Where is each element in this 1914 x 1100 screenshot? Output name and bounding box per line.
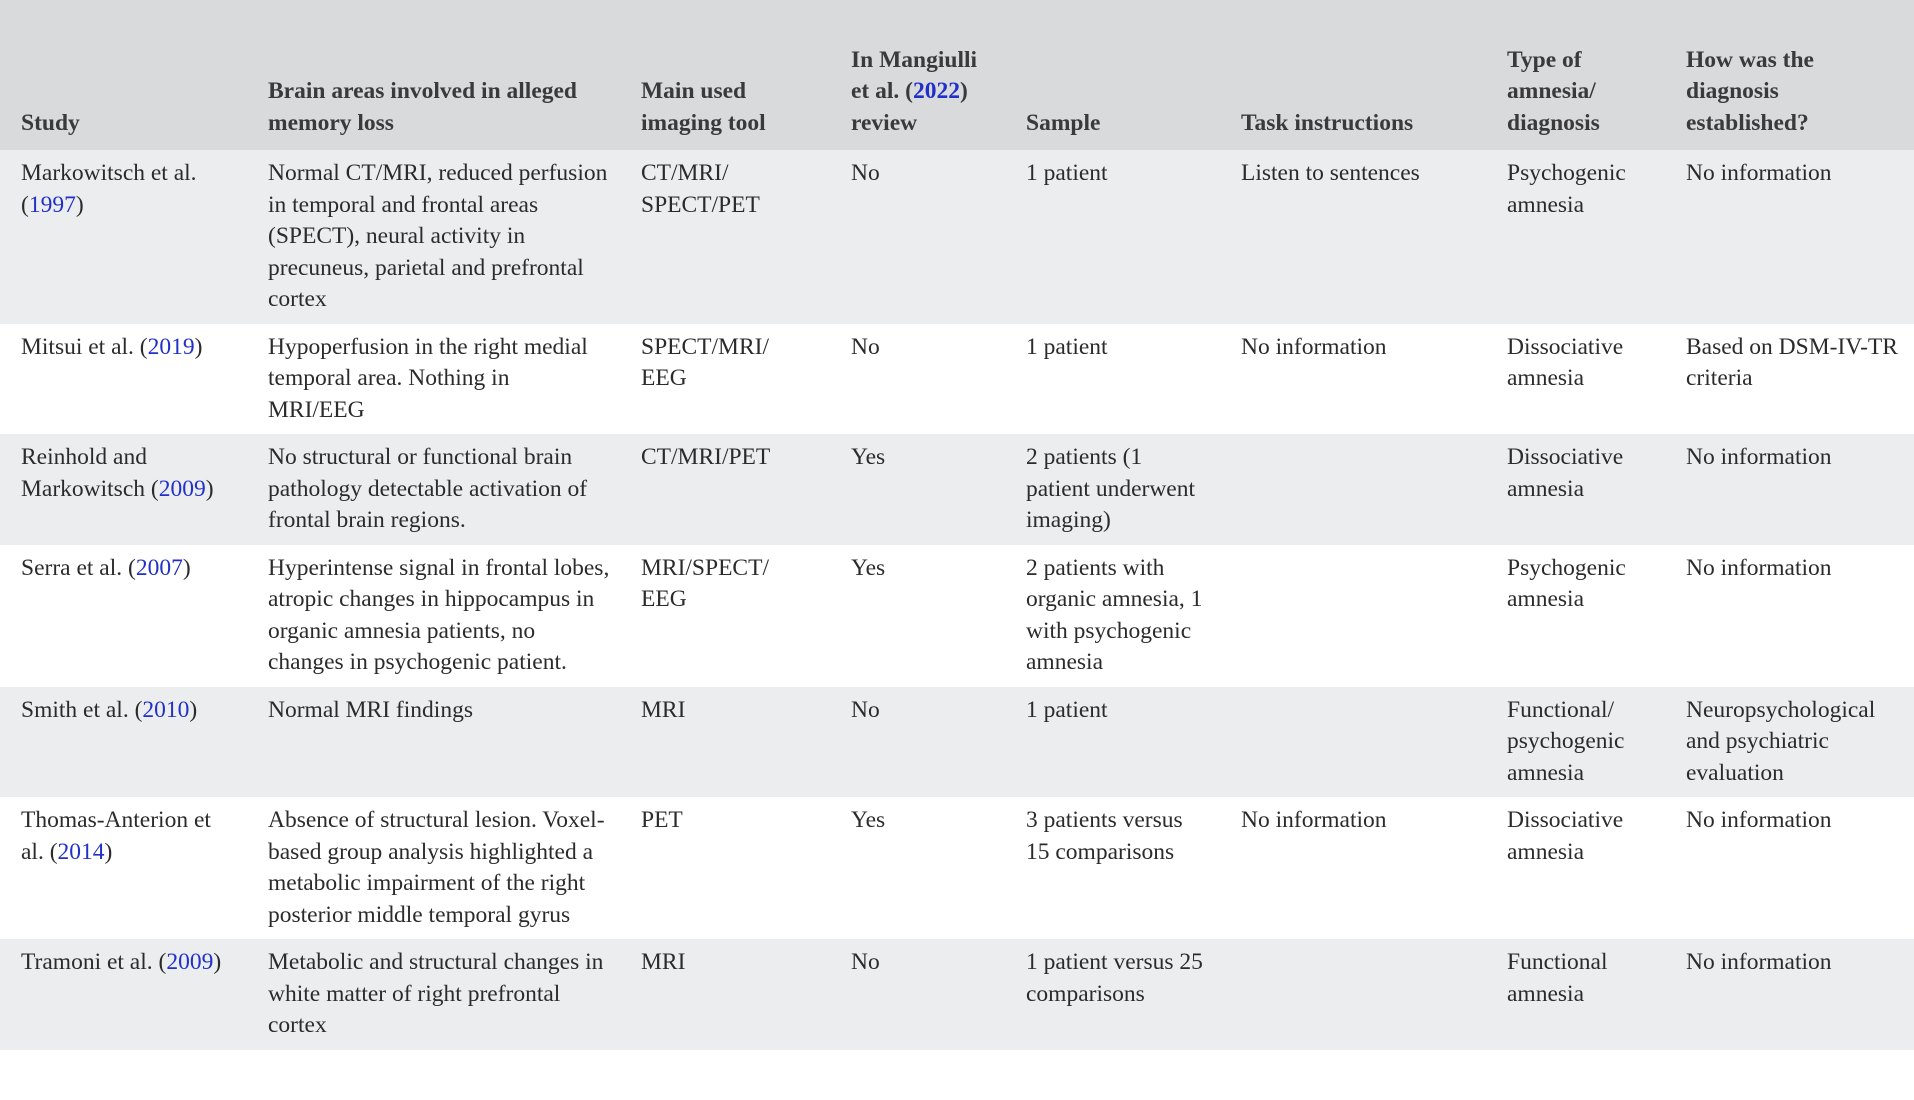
- cell-study: [0, 687, 247, 798]
- cell-brain-areas: Normal CT/MRI, reduced perfusion in temporal and frontal areas (SPECT), neural activity in precuneus, parietal and prefrontal cortex: [247, 150, 620, 324]
- cell-brain-areas: Metabolic and structural changes in white matter of right prefrontal cortex: [247, 939, 620, 1050]
- cell-diagnosis: No information: [1665, 150, 1914, 324]
- study-close: ): [104, 838, 113, 865]
- cell-sample: 1 patient: [1005, 324, 1220, 435]
- cell-amnesia-type: Dissociative amnesia: [1486, 324, 1665, 435]
- cell-task: Listen to sentences: [1220, 150, 1486, 324]
- cell-amnesia-type: Dissociative amnesia: [1486, 434, 1665, 545]
- cell-in-review: No: [830, 324, 1005, 435]
- cell-study: [0, 939, 247, 1050]
- cell-brain-areas: No structural or functional brain pathology detectable activation of frontal brain regions.: [247, 434, 620, 545]
- cell-study: [0, 324, 247, 435]
- cell-imaging-tool: PET: [620, 797, 830, 939]
- cell-diagnosis: No information: [1665, 434, 1914, 545]
- cell-in-review: No: [830, 939, 1005, 1050]
- table-row: [0, 797, 1914, 939]
- cell-imaging-tool: CT/MRI/ SPECT/PET: [620, 150, 830, 324]
- cell-amnesia-type: Functional/ psychogenic amnesia: [1486, 687, 1665, 798]
- cell-task: No information: [1220, 797, 1486, 939]
- cell-study: [0, 797, 247, 939]
- cell-imaging-tool: SPECT/MRI/ EEG: [620, 324, 830, 435]
- study-close: ): [205, 475, 214, 502]
- study-author: Reinhold and Markowitsch (: [21, 444, 159, 502]
- citation-link[interactable]: 2014: [57, 838, 105, 865]
- cell-imaging-tool: CT/MRI/PET: [620, 434, 830, 545]
- cell-task: [1220, 545, 1486, 687]
- cell-task: No information: [1220, 324, 1486, 435]
- header-amnesia-type: Type of amnesia/ diagnosis: [1486, 0, 1665, 150]
- cell-sample: 2 patients (1 patient underwent imaging): [1005, 434, 1220, 545]
- header-review-citation-link[interactable]: 2022: [913, 78, 960, 104]
- study-author: Thomas-Anterion et al. (: [21, 807, 211, 865]
- table-row: [0, 150, 1914, 324]
- cell-task: [1220, 687, 1486, 798]
- cell-brain-areas: Hyperintense signal in frontal lobes, atropic changes in hippocampus in organic amnesia patients, no changes in psychogenic patient.: [247, 545, 620, 687]
- study-author: Smith et al. (: [21, 696, 143, 723]
- cell-diagnosis: No information: [1665, 545, 1914, 687]
- cell-study: [0, 545, 247, 687]
- cell-brain-areas: Absence of structural lesion. Voxel-based group analysis highlighted a metabolic impairment of the right posterior middle temporal gyrus: [247, 797, 620, 939]
- cell-diagnosis: No information: [1665, 797, 1914, 939]
- cell-study: [0, 150, 247, 324]
- study-close: ): [75, 191, 84, 218]
- study-close: ): [182, 554, 191, 581]
- study-close: ): [213, 949, 222, 975]
- header-row: [0, 0, 1914, 150]
- cell-brain-areas: Normal MRI findings: [247, 687, 620, 798]
- cell-sample: 1 patient: [1005, 687, 1220, 798]
- cell-sample: 1 patient versus 25 comparisons: [1005, 939, 1220, 1050]
- cell-amnesia-type: Dissociative amnesia: [1486, 797, 1665, 939]
- study-author: Mitsui et al. (: [21, 333, 148, 360]
- table-row: [0, 324, 1914, 435]
- citation-link[interactable]: 1997: [28, 191, 76, 218]
- header-sample: Sample: [1005, 0, 1220, 150]
- citation-link[interactable]: 2007: [135, 554, 183, 581]
- study-author: Markowitsch et al. (: [21, 160, 197, 218]
- header-diagnosis: How was the diagnosis established?: [1665, 0, 1914, 150]
- study-author: Tramoni et al. (: [21, 949, 167, 975]
- study-close: ): [194, 333, 203, 360]
- cell-task: [1220, 939, 1486, 1050]
- cell-sample: 3 patients versus 15 comparisons: [1005, 797, 1220, 939]
- cell-in-review: No: [830, 687, 1005, 798]
- cell-imaging-tool: MRI/SPECT/ EEG: [620, 545, 830, 687]
- header-task: Task instructions: [1220, 0, 1486, 150]
- cell-diagnosis: No information: [1665, 939, 1914, 1050]
- study-author: Serra et al. (: [21, 554, 136, 581]
- cell-study: [0, 434, 247, 545]
- cell-in-review: Yes: [830, 797, 1005, 939]
- header-in-review-pre: In Mangiulli et al. (: [851, 46, 978, 104]
- header-imaging-tool: Main used imaging tool: [620, 0, 830, 150]
- cell-imaging-tool: MRI: [620, 687, 830, 798]
- cell-in-review: Yes: [830, 434, 1005, 545]
- table-row: [0, 687, 1914, 798]
- citation-link[interactable]: 2009: [158, 475, 206, 502]
- citation-link[interactable]: 2009: [166, 949, 214, 975]
- header-in-review: [830, 0, 1005, 150]
- header-in-review-post: ) review: [851, 78, 968, 136]
- cell-amnesia-type: Psychogenic amnesia: [1486, 150, 1665, 324]
- cell-diagnosis: Neuropsychological and psychiatric evaluation: [1665, 687, 1914, 798]
- cell-amnesia-type: Functional amnesia: [1486, 939, 1665, 1050]
- cell-in-review: Yes: [830, 545, 1005, 687]
- cell-imaging-tool: MRI: [620, 939, 830, 1050]
- cell-sample: 1 patient: [1005, 150, 1220, 324]
- table-row: [0, 545, 1914, 687]
- table-row: [0, 434, 1914, 545]
- header-study: Study: [0, 0, 247, 150]
- cell-amnesia-type: Psychogenic amnesia: [1486, 545, 1665, 687]
- table-row: [0, 939, 1914, 1050]
- cell-diagnosis: Based on DSM-IV-TR criteria: [1665, 324, 1914, 435]
- cell-brain-areas: Hypoperfusion in the right medial temporal area. Nothing in MRI/EEG: [247, 324, 620, 435]
- cell-in-review: No: [830, 150, 1005, 324]
- cell-sample: 2 patients with organic amnesia, 1 with psychogenic amnesia: [1005, 545, 1220, 687]
- citation-link[interactable]: 2010: [142, 696, 190, 723]
- citation-link[interactable]: 2019: [147, 333, 195, 360]
- cell-task: [1220, 434, 1486, 545]
- study-close: ): [189, 696, 198, 723]
- header-brain-areas: Brain areas involved in alleged memory loss: [247, 0, 620, 150]
